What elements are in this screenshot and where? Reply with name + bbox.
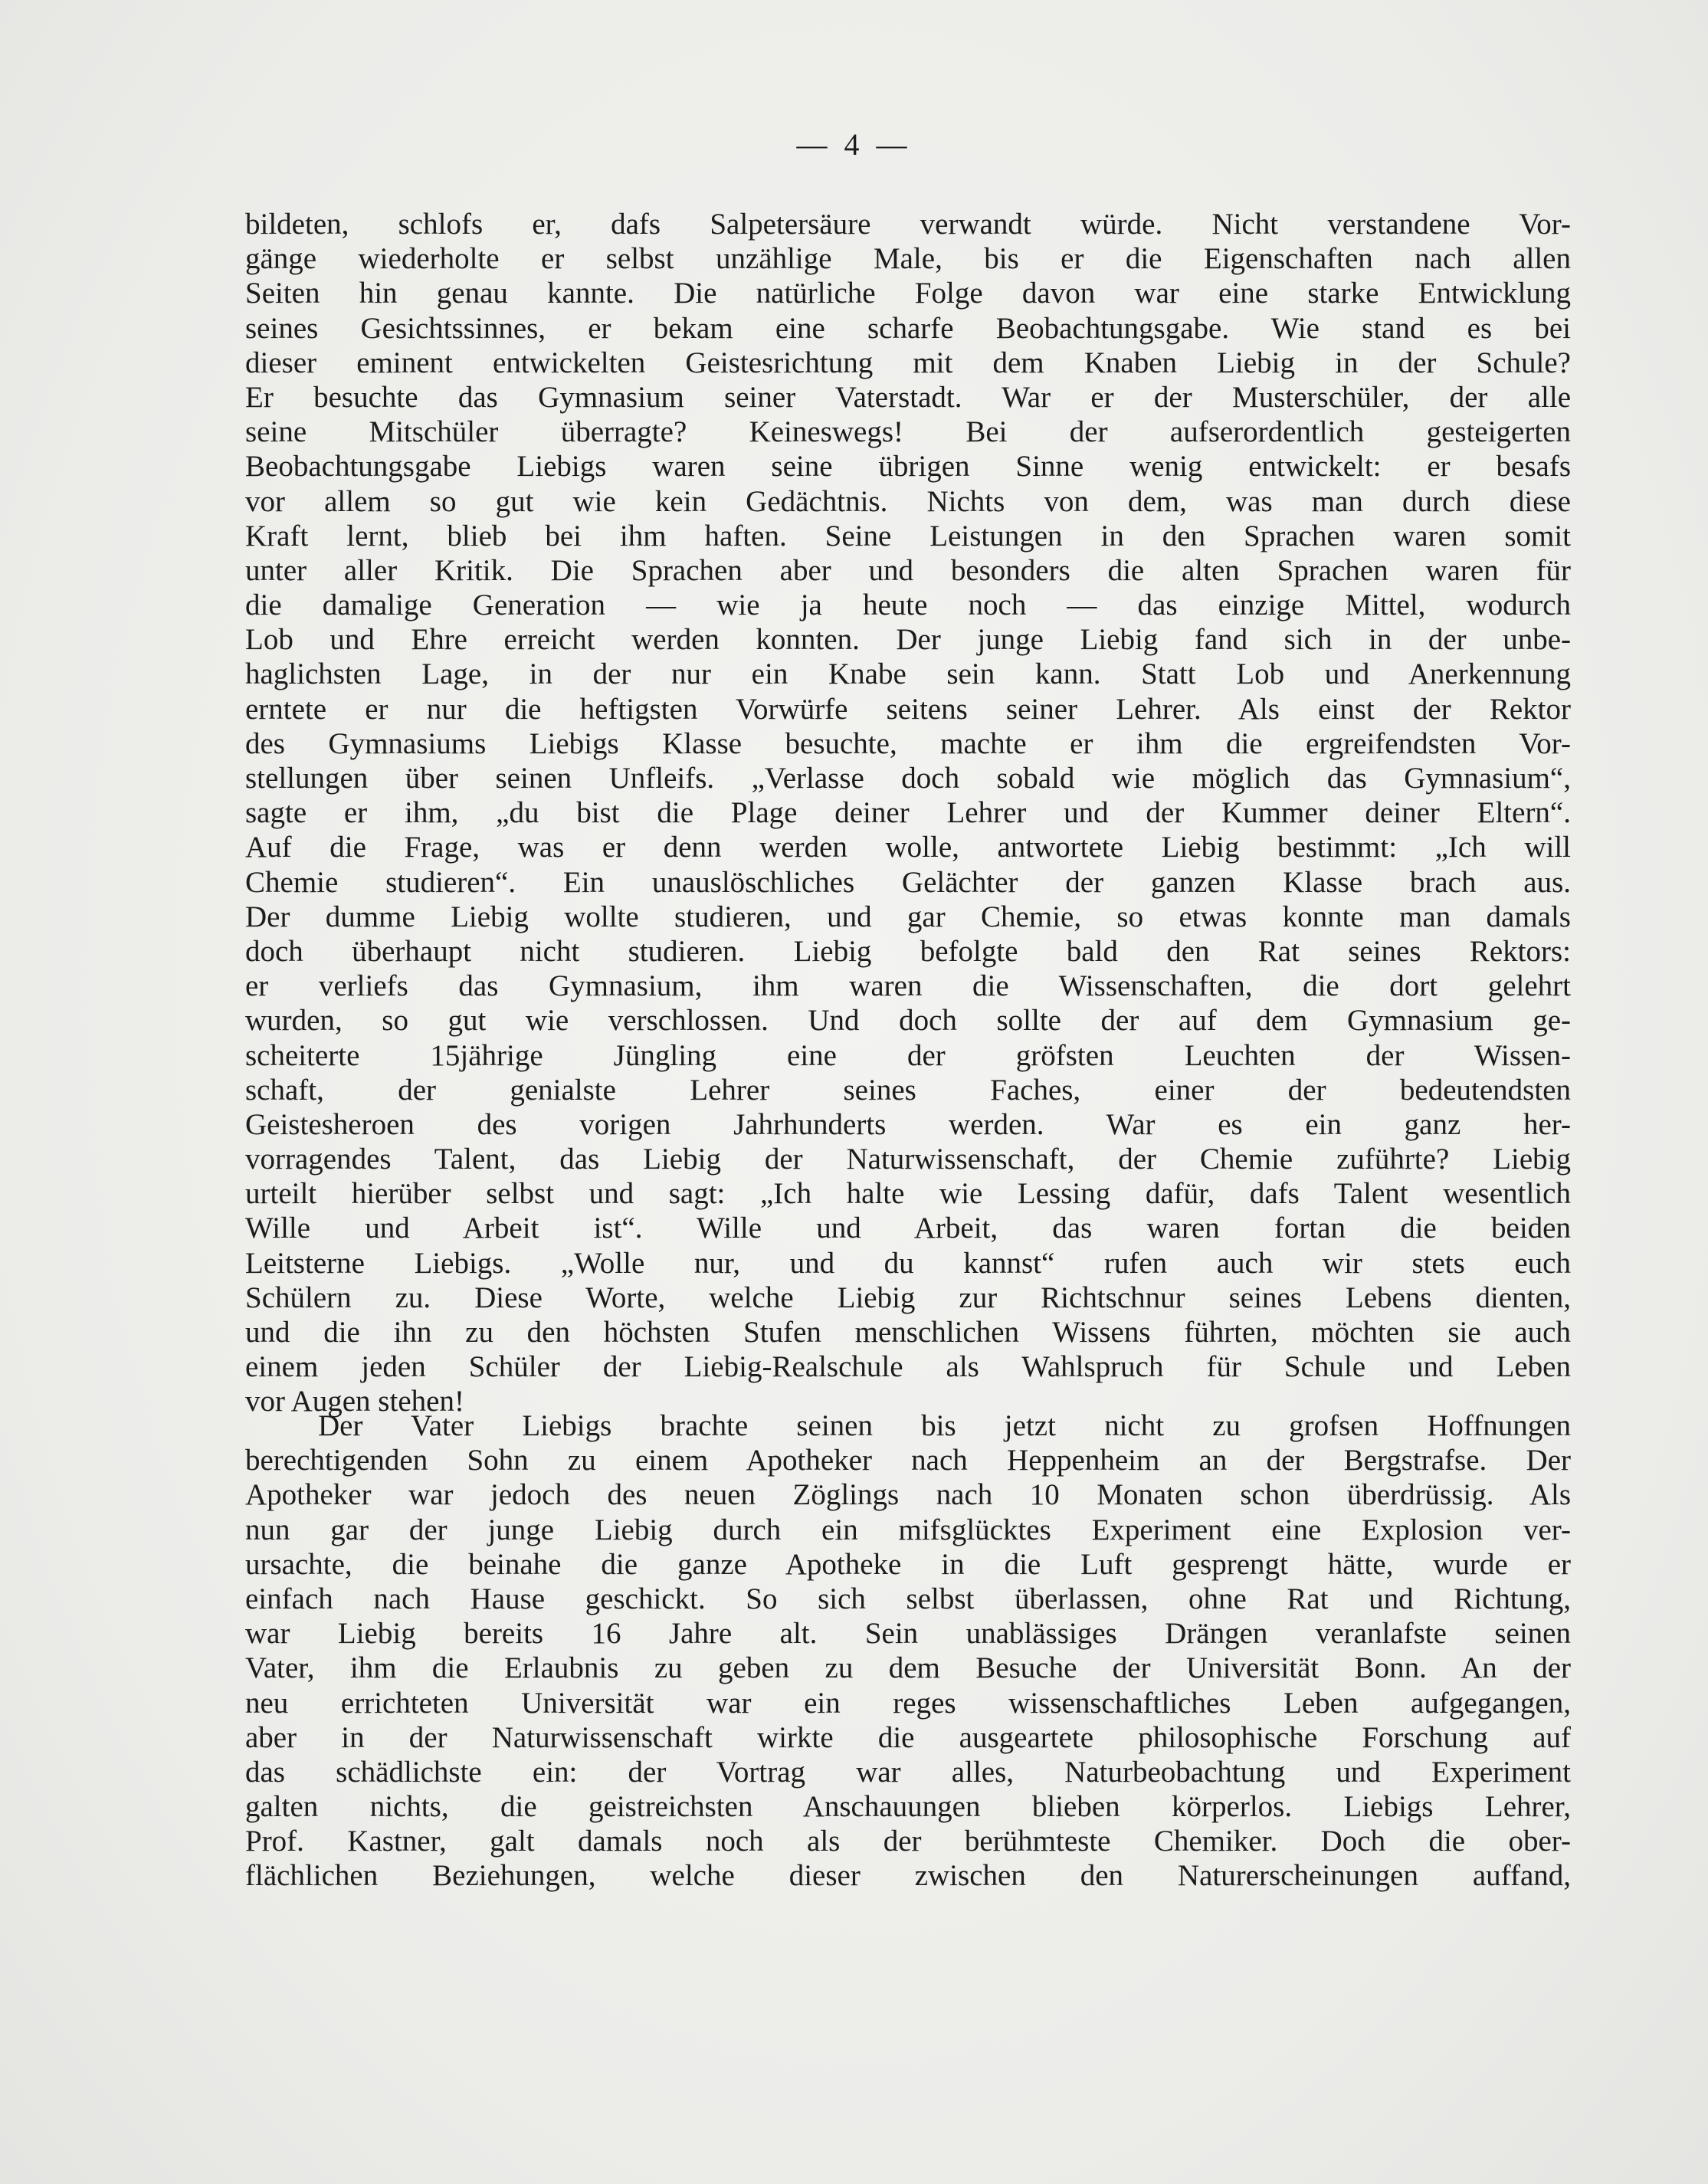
text-line: Kraft lernt, blieb bei ihm haften. Seine Leistungen in den Sprachen waren somit: [245, 519, 1571, 553]
text-line: Apotheker war jedoch des neuen Zöglings nach 10 Monaten schon überdrüssig. Als: [245, 1478, 1571, 1512]
text-line: war Liebig bereits 16 Jahre alt. Sein unablässiges Drängen veranlafste seinen: [245, 1617, 1571, 1651]
text-line: erntete er nur die heftigsten Vorwürfe seitens seiner Lehrer. Als einst der Rektor: [245, 692, 1571, 726]
text-line: Auf die Frage, was er denn werden wolle, antwortete Liebig bestimmt: „Ich will: [245, 831, 1571, 864]
text-line: gänge wiederholte er selbst unzählige Male, bis er die Eigenschaften nach allen: [245, 242, 1571, 276]
text-line: doch überhaupt nicht studieren. Liebig befolgte bald den Rat seines Rektors:: [245, 934, 1571, 968]
text-line: flächlichen Beziehungen, welche dieser zwischen den Naturerscheinungen auffand,: [245, 1859, 1571, 1893]
text-line: einfach nach Hause geschickt. So sich selbst überlassen, ohne Rat und Richtung,: [245, 1582, 1571, 1615]
text-line: seine Mitschüler überragte? Keineswegs! Bei der aufserordentlich gesteigerten: [245, 415, 1571, 449]
text-line: schaft, der genialste Lehrer seines Faches, einer der bedeutendsten: [245, 1073, 1571, 1107]
text-line: unter aller Kritik. Die Sprachen aber und besonders die alten Sprachen waren für: [245, 553, 1571, 587]
text-line: scheiterte 15jährige Jüngling eine der gröfsten Leuchten der Wissen-: [245, 1038, 1571, 1072]
text-line: Chemie studieren“. Ein unauslöschliches Gelächter der ganzen Klasse brach aus.: [245, 865, 1571, 899]
page-number-header: — 4 —: [796, 127, 912, 162]
text-line: Lob und Ehre erreicht werden konnten. Der junge Liebig fand sich in der unbe-: [245, 623, 1571, 657]
text-line: Geistesheroen des vorigen Jahrhunderts werden. War es ein ganz her-: [245, 1107, 1571, 1141]
text-line: das schädlichste ein: der Vortrag war alles, Naturbeobachtung und Experiment: [245, 1755, 1571, 1789]
text-line: dieser eminent entwickelten Geistesrichtung mit dem Knaben Liebig in der Schule?: [245, 346, 1571, 379]
text-line: und die ihn zu den höchsten Stufen menschlichen Wissens führten, möchten sie auch: [245, 1316, 1571, 1349]
text-line: Schülern zu. Diese Worte, welche Liebig zur Richtschnur seines Lebens dienten,: [245, 1281, 1571, 1314]
text-line: neu errichteten Universität war ein reges wissenschaftliches Leben aufgegangen,: [245, 1686, 1571, 1720]
text-line: stellungen über seinen Unfleifs. „Verlasse doch sobald wie möglich das Gymnasium“,: [245, 762, 1571, 795]
paragraph-1: [245, 207, 1571, 1419]
text-line: Der Vater Liebigs brachte seinen bis jetzt nicht zu grofsen Hoffnungen: [318, 1409, 1571, 1442]
text-line: vor Augen stehen!: [245, 1385, 464, 1418]
text-line: sagte er ihm, „du bist die Plage deiner Lehrer und der Kummer deiner Eltern“.: [245, 796, 1571, 830]
text-line: Er besuchte das Gymnasium seiner Vaterstadt. War er der Musterschüler, der alle: [245, 380, 1571, 414]
text-line: vorragendes Talent, das Liebig der Naturwissenschaft, der Chemie zuführte? Liebig: [245, 1143, 1571, 1176]
text-line: seines Gesichtssinnes, er bekam eine scharfe Beobachtungsgabe. Wie stand es bei: [245, 311, 1571, 345]
text-line: Vater, ihm die Erlaubnis zu geben zu dem Besuche der Universität Bonn. An der: [245, 1651, 1571, 1685]
text-line: Seiten hin genau kannte. Die natürliche Folge davon war eine starke Entwicklung: [245, 277, 1571, 310]
text-line: Beobachtungsgabe Liebigs waren seine übrigen Sinne wenig entwickelt: er besafs: [245, 450, 1571, 484]
text-line: des Gymnasiums Liebigs Klasse besuchte, machte er ihm die ergreifendsten Vor-: [245, 726, 1571, 760]
text-line: ursachte, die beinahe die ganze Apotheke in die Luft gesprengt hätte, wurde er: [245, 1547, 1571, 1581]
text-line: vor allem so gut wie kein Gedächtnis. Nichts von dem, was man durch diese: [245, 484, 1571, 518]
text-line: wurden, so gut wie verschlossen. Und doch sollte der auf dem Gymnasium ge-: [245, 1004, 1571, 1038]
text-line: nun gar der junge Liebig durch ein mifsglücktes Experiment eine Explosion ver-: [245, 1513, 1571, 1546]
text-line: Leitsterne Liebigs. „Wolle nur, und du kannst“ rufen auch wir stets euch: [245, 1246, 1571, 1280]
text-line: berechtigenden Sohn zu einem Apotheker nach Heppenheim an der Bergstrafse. Der: [245, 1444, 1571, 1477]
text-line: bildeten, schlofs er, dafs Salpetersäure verwandt würde. Nicht verstandene Vor-: [245, 208, 1571, 241]
text-line: die damalige Generation — wie ja heute noch — das einzige Mittel, wodurch: [245, 589, 1571, 622]
text-line: Prof. Kastner, galt damals noch als der berühmteste Chemiker. Doch die ober-: [245, 1825, 1571, 1858]
text-line: Wille und Arbeit ist“. Wille und Arbeit, das waren fortan die beiden: [245, 1212, 1571, 1245]
paragraph-2: [245, 1408, 1571, 1894]
text-line: galten nichts, die geistreichsten Anschauungen blieben körperlos. Liebigs Lehrer,: [245, 1790, 1571, 1824]
text-line: aber in der Naturwissenschaft wirkte die ausgeartete philosophische Forschung auf: [245, 1720, 1571, 1754]
text-line: urteilt hierüber selbst und sagt: „Ich halte wie Lessing dafür, dafs Talent wesentlich: [245, 1177, 1571, 1211]
text-line: einem jeden Schüler der Liebig-Realschule als Wahlspruch für Schule und Leben: [245, 1350, 1571, 1384]
text-line: Der dumme Liebig wollte studieren, und gar Chemie, so etwas konnte man damals: [245, 900, 1571, 933]
text-line: haglichsten Lage, in der nur ein Knabe sein kann. Statt Lob und Anerkennung: [245, 657, 1571, 691]
text-line: er verliefs das Gymnasium, ihm waren die Wissenschaften, die dort gelehrt: [245, 969, 1571, 1003]
